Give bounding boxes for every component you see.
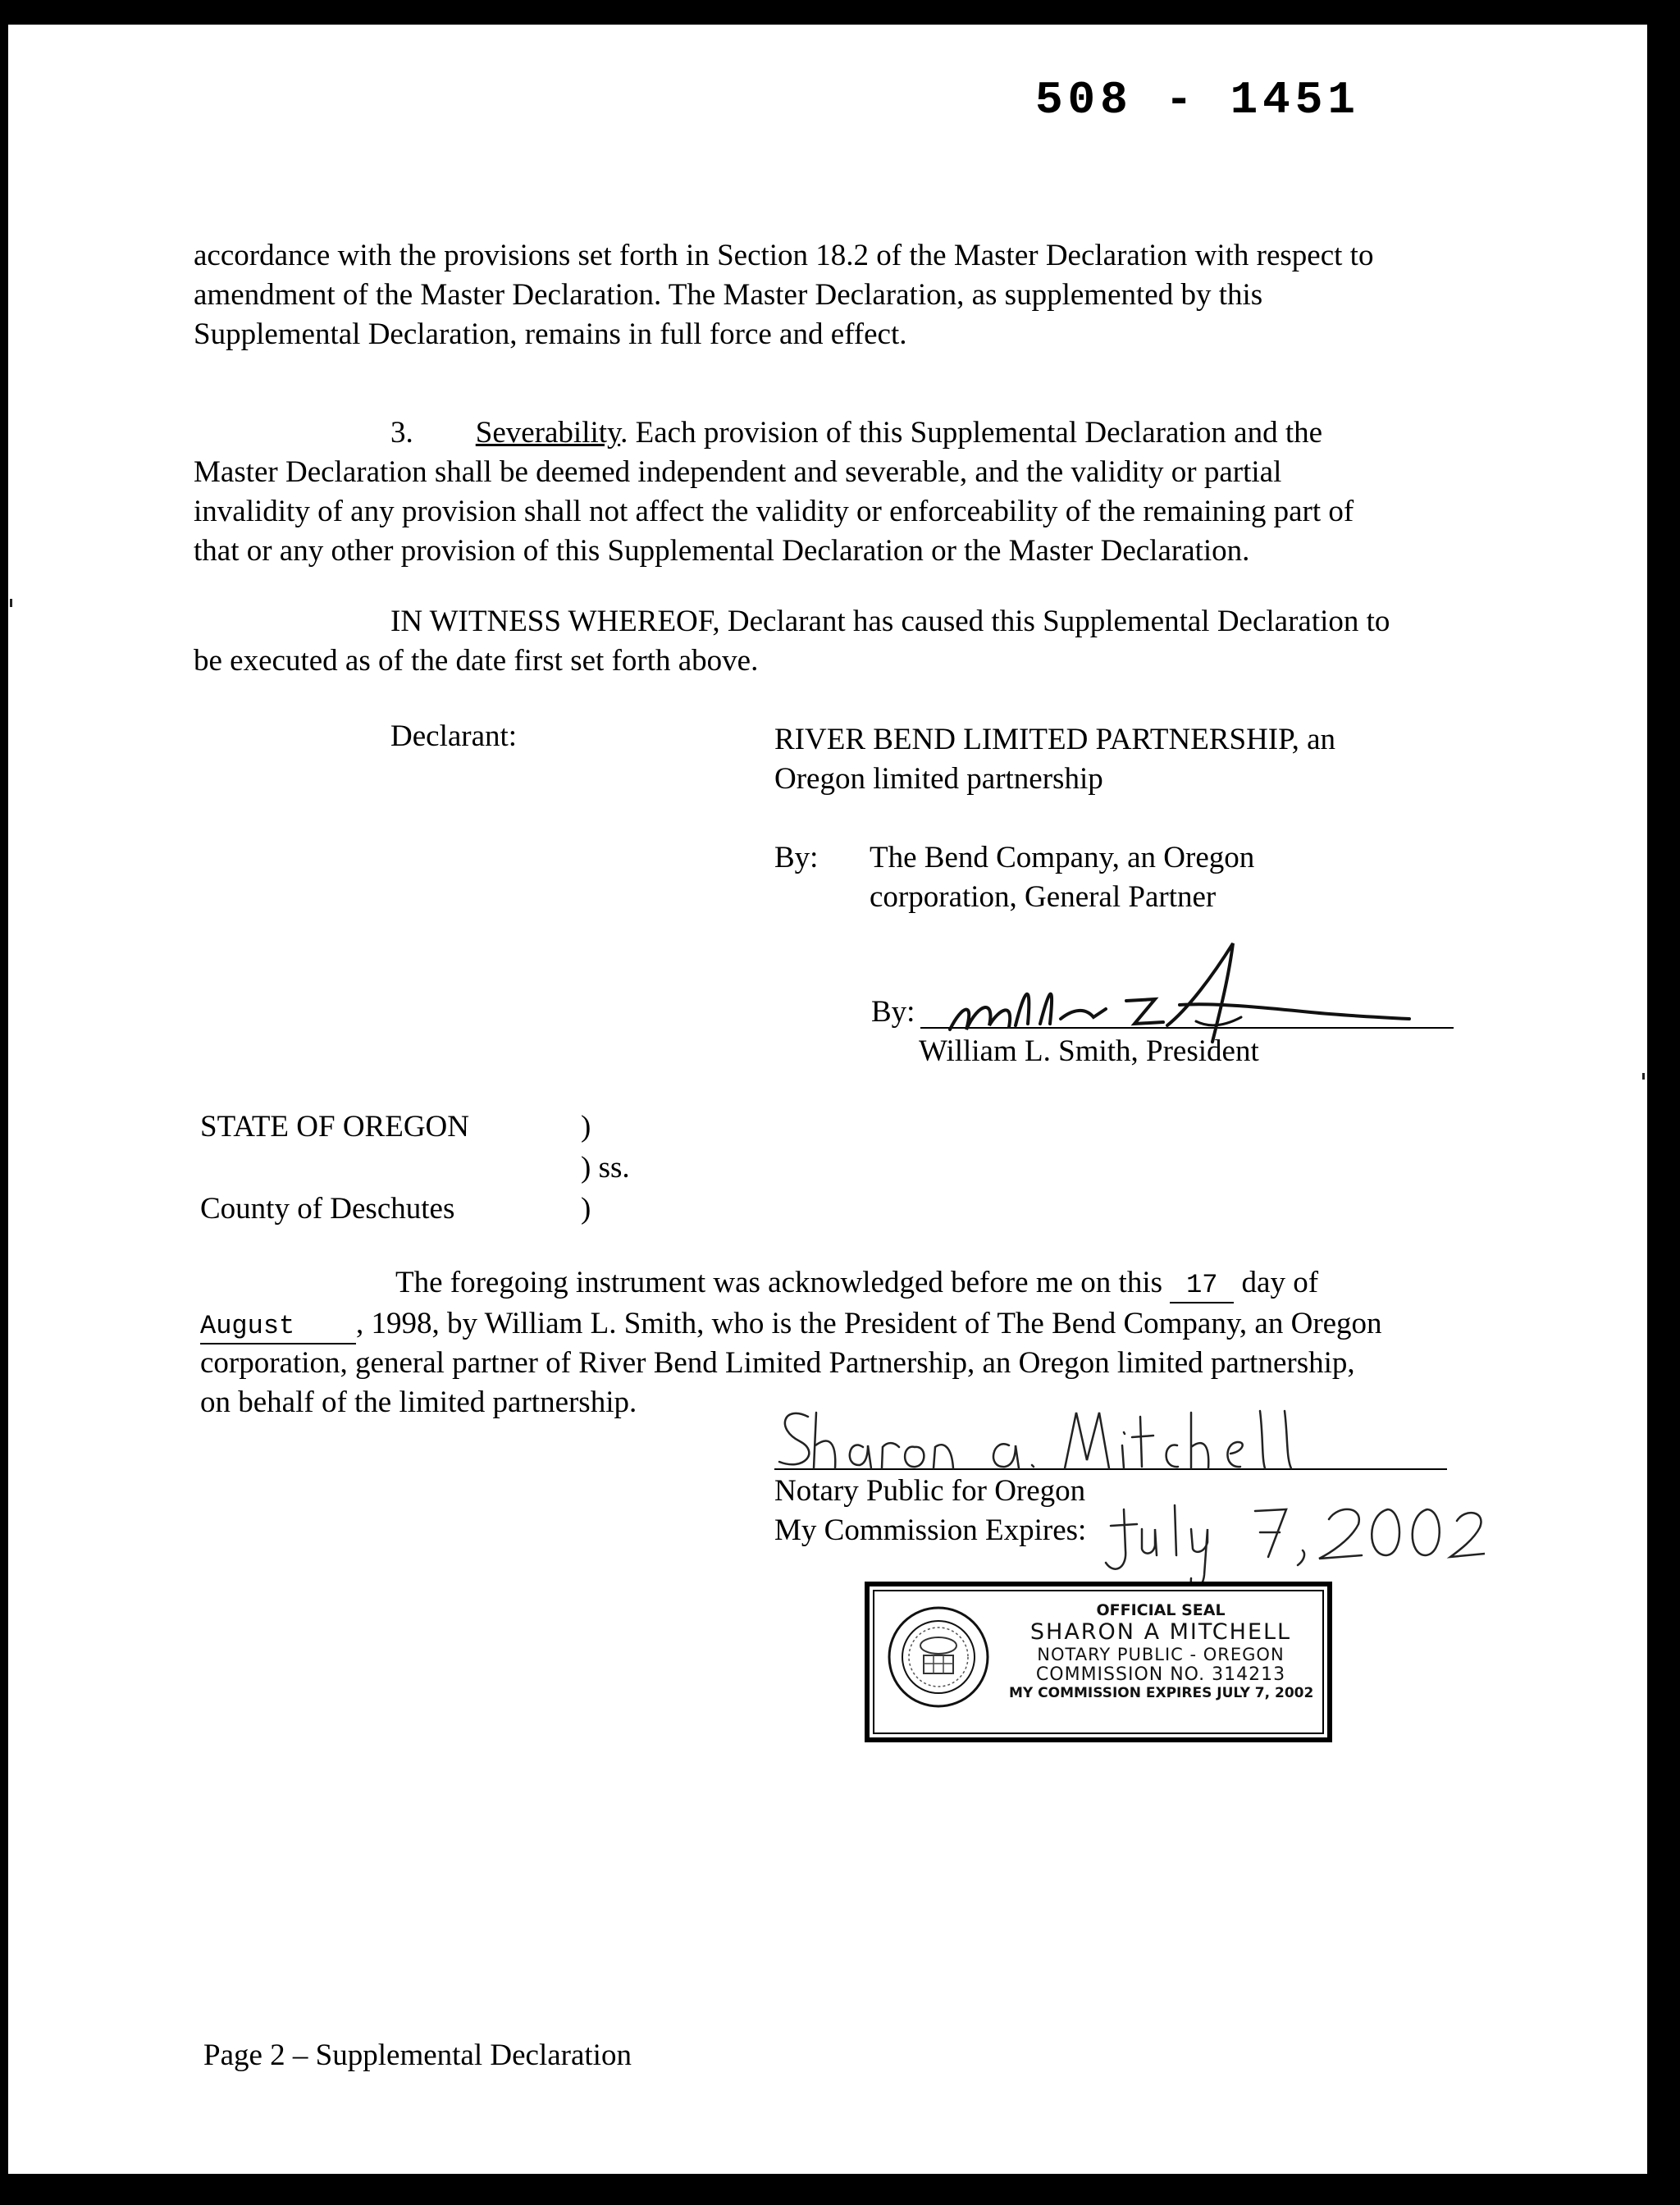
seal-line: MY COMMISSION EXPIRES JULY 7, 2002 (1009, 1685, 1314, 1701)
notary-seal-stamp (865, 1582, 1332, 1742)
general-partner-line1: The Bend Company, an Oregon (870, 841, 1255, 874)
ack-month-field: August (200, 1310, 356, 1344)
text-line: . Each provision of this Supplemental Declaration and the (620, 416, 1323, 450)
venue-paren: ) (581, 1192, 591, 1226)
seal-line: NOTARY PUBLIC - OREGON (1037, 1645, 1285, 1664)
declarant-name: RIVER BEND LIMITED PARTNERSHIP, an (774, 723, 1336, 756)
ack-line2: August , 1998, by William L. Smith, who is the President of The Bend Company, an Oregon (200, 1304, 1382, 1344)
text-line: invalidity of any provision shall not affect the validity or enforceability of the remaining part of (194, 495, 1354, 528)
venue-state: STATE OF OREGON (200, 1110, 469, 1144)
venue-ss: ) ss. (581, 1151, 630, 1185)
notary-title: Notary Public for Oregon (774, 1474, 1086, 1508)
text-line: be executed as of the date first set forth above. (194, 644, 759, 678)
text-line: accordance with the provisions set forth in Section 18.2 of the Master Declaration with respect to (194, 239, 1374, 272)
text-line: amendment of the Master Declaration. The Master Declaration, as supplemented by this (194, 278, 1263, 312)
page-footer: Page 2 – Supplemental Declaration (203, 2038, 632, 2072)
section-heading: Severability (475, 416, 621, 450)
ack-day-field: 17 (1170, 1269, 1234, 1303)
paragraph-severability (194, 413, 1506, 571)
by-label: By: (774, 841, 819, 874)
signer-name: William L. Smith, President (919, 1034, 1259, 1068)
ack-line1: The foregoing instrument was acknowledged before me on this 17 day of (395, 1263, 1318, 1303)
declarant-label: Declarant: (390, 719, 518, 753)
paragraph-witness (194, 602, 1506, 681)
document-number: 508 - 1451 (1034, 74, 1360, 126)
section-number: 3. (390, 416, 413, 450)
document-page (8, 25, 1647, 2174)
ack-line4: on behalf of the limited partnership. (200, 1386, 637, 1419)
text-line: IN WITNESS WHEREOF, Declarant has caused this Supplemental Declaration to (390, 605, 1390, 638)
ack-line3: corporation, general partner of River Bend Limited Partnership, an Oregon limited partnership, (200, 1346, 1355, 1380)
general-partner-line2: corporation, General Partner (870, 880, 1217, 914)
signature-by-label: By: (871, 995, 915, 1029)
text-line: that or any other provision of this Supplemental Declaration or the Master Declaration. (194, 534, 1250, 568)
venue-county: County of Deschutes (200, 1192, 455, 1226)
venue-paren: ) (581, 1110, 591, 1144)
paragraph-amendment (194, 236, 1506, 354)
text-line: Master Declaration shall be deemed independent and severable, and the validity or partial (194, 455, 1282, 489)
seal-line: SHARON A MITCHELL (1029, 1619, 1292, 1645)
notary-signature (771, 1396, 1411, 1478)
seal-line: COMMISSION NO. 314213 (1035, 1664, 1286, 1685)
commission-expires-label: My Commission Expires: (774, 1513, 1087, 1547)
oregon-state-seal-icon (886, 1605, 991, 1710)
seal-line: OFFICIAL SEAL (1096, 1601, 1226, 1619)
declarant-name-line2: Oregon limited partnership (774, 762, 1103, 796)
text-line: Supplemental Declaration, remains in full force and effect. (194, 317, 907, 351)
